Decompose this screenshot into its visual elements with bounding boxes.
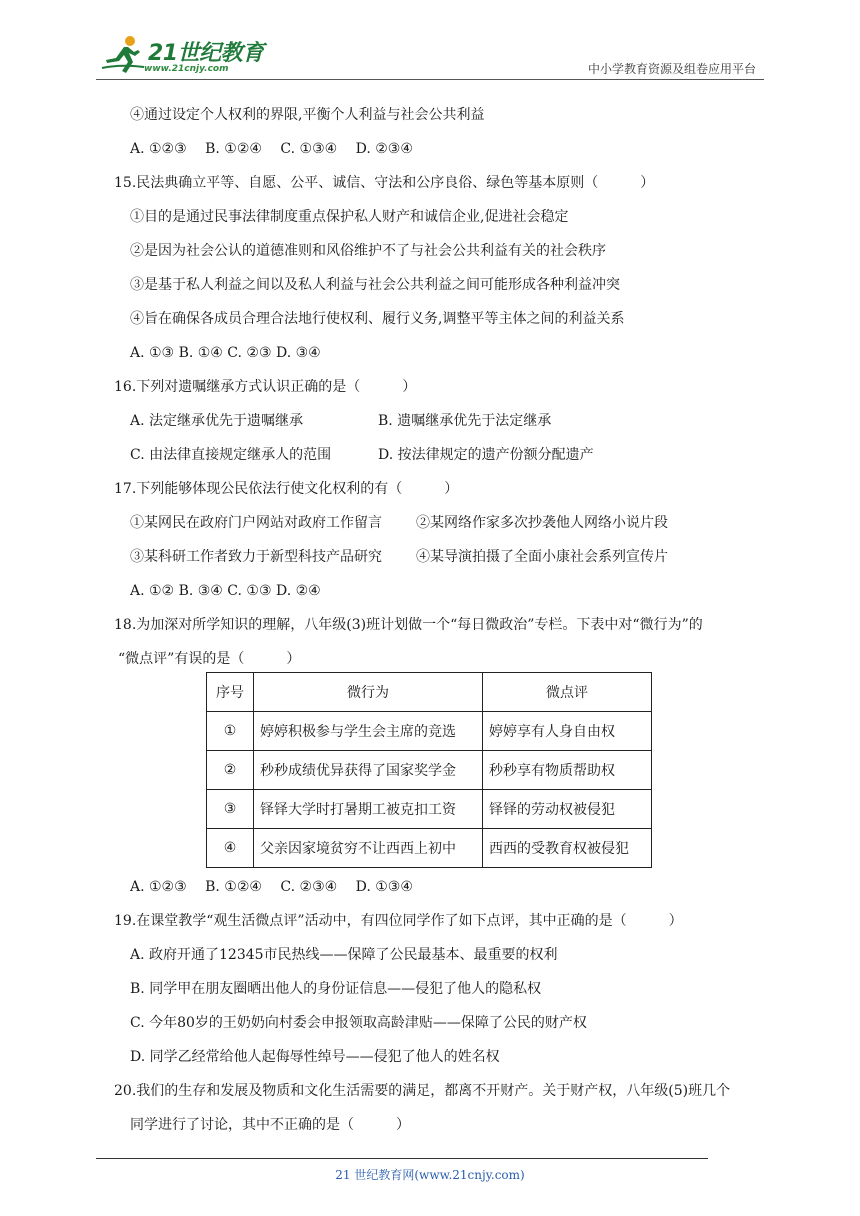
page-footer[interactable]: 21 世纪教育网(www.21cnjy.com): [335, 1168, 525, 1182]
table-cell: ②: [207, 751, 254, 790]
q19-option-c: C. 今年80岁的王奶奶向村委会申报领取高龄津贴——保障了公民的财产权: [130, 1015, 587, 1031]
table-cell: 铎铎大学时打暑期工被克扣工资: [254, 790, 483, 829]
table-cell: 父亲因家境贫穷不让西西上初中: [254, 829, 483, 868]
q17-item1: ①某网民在政府门户网站对政府工作留言: [130, 515, 382, 531]
q15-options: A. ①③ B. ①④ C. ②③ D. ③④: [130, 345, 321, 361]
logo-text: 21世纪教育: [148, 41, 264, 66]
table-header-cell: 微点评: [483, 673, 652, 712]
q16-option-b: B. 遗嘱继承优先于法定继承: [378, 413, 552, 429]
table-cell: 西西的受教育权被侵犯: [483, 829, 652, 868]
header-divider: [96, 79, 764, 80]
q15-item3: ③是基于私人利益之间以及私人利益与社会公共利益之间可能形成各种利益冲突: [130, 277, 620, 293]
q18-stem-line2: “微点评”有误的是（ ）: [118, 651, 301, 667]
q14-item4: ④通过设定个人权利的界限,平衡个人利益与社会公共利益: [130, 107, 485, 123]
q20-stem-line2: 同学进行了讨论，其中不正确的是（ ）: [130, 1117, 410, 1133]
table-cell: 婷婷积极参与学生会主席的竞选: [254, 712, 483, 751]
q16-stem: 16.下列对遗嘱继承方式认识正确的是（ ）: [114, 379, 417, 395]
q15-item2: ②是因为社会公认的道德准则和风俗维护不了与社会公共利益有关的社会秩序: [130, 243, 606, 259]
table-cell: ①: [207, 712, 254, 751]
table-cell: 秒秒成绩优异获得了国家奖学金: [254, 751, 483, 790]
site-logo[interactable]: [96, 30, 266, 78]
table-cell: ④: [207, 829, 254, 868]
q19-option-d: D. 同学乙经常给他人起侮辱性绰号——侵犯了他人的姓名权: [130, 1049, 500, 1065]
runner-icon: [100, 34, 146, 74]
table-row: [207, 790, 652, 829]
table-header-cell: 序号: [207, 673, 254, 712]
q19-stem: 19.在课堂教学“观生活微点评”活动中，有四位同学作了如下点评，其中正确的是（ ）: [114, 913, 683, 929]
q17-stem: 17.下列能够体现公民依法行使文化权利的有（ ）: [114, 481, 459, 497]
q20-stem-line1: 20.我们的生存和发展及物质和文化生活需要的满足，都离不开财产。关于财产权，八年级(5)班几个: [114, 1083, 731, 1099]
q17-options: A. ①② B. ③④ C. ①③ D. ②④: [130, 583, 321, 599]
table-row: [207, 829, 652, 868]
q19-option-a: A. 政府开通了12345市民热线——保障了公民最基本、最重要的权利: [130, 947, 558, 963]
q17-item3: ③某科研工作者致力于新型科技产品研究: [130, 549, 382, 565]
q16-option-c: C. 由法律直接规定继承人的范围: [130, 447, 332, 463]
table-row: [207, 712, 652, 751]
page-header: [96, 30, 762, 82]
table-cell: 婷婷享有人身自由权: [483, 712, 652, 751]
logo-url: www.21cnjy.com: [144, 64, 229, 74]
platform-name: 中小学教育资源及组卷应用平台: [587, 62, 756, 76]
q16-option-a: A. 法定继承优先于遗嘱继承: [130, 413, 304, 429]
table-cell: ③: [207, 790, 254, 829]
table-header-row: [207, 673, 652, 712]
footer-divider: [96, 1158, 708, 1159]
q17-item4: ④某导演拍摄了全面小康社会系列宣传片: [416, 549, 668, 565]
q15-stem: 15.民法典确立平等、自愿、公平、诚信、守法和公序良俗、绿色等基本原则（ ）: [114, 175, 655, 191]
table-row: [207, 751, 652, 790]
q14-options: A. ①②③ B. ①②④ C. ①③④ D. ②③④: [130, 141, 413, 157]
q15-item4: ④旨在确保各成员合理合法地行使权利、履行义务,调整平等主体之间的利益关系: [130, 311, 625, 327]
q18-table: [206, 672, 652, 868]
q17-item2: ②某网络作家多次抄袭他人网络小说片段: [416, 515, 668, 531]
q18-stem-line1: 18.为加深对所学知识的理解，八年级(3)班计划做一个“每日微政治”专栏。下表中对“微行为”的: [114, 617, 703, 633]
table-cell: 秒秒享有物质帮助权: [483, 751, 652, 790]
table-cell: 铎铎的劳动权被侵犯: [483, 790, 652, 829]
q18-options: A. ①②③ B. ①②④ C. ②③④ D. ①③④: [130, 879, 413, 895]
q19-option-b: B. 同学甲在朋友圈晒出他人的身份证信息——侵犯了他人的隐私权: [130, 981, 542, 997]
table-header-cell: 微行为: [254, 673, 483, 712]
q15-item1: ①目的是通过民事法律制度重点保护私人财产和诚信企业,促进社会稳定: [130, 209, 569, 225]
q16-option-d: D. 按法律规定的遗产份额分配遗产: [378, 447, 594, 463]
